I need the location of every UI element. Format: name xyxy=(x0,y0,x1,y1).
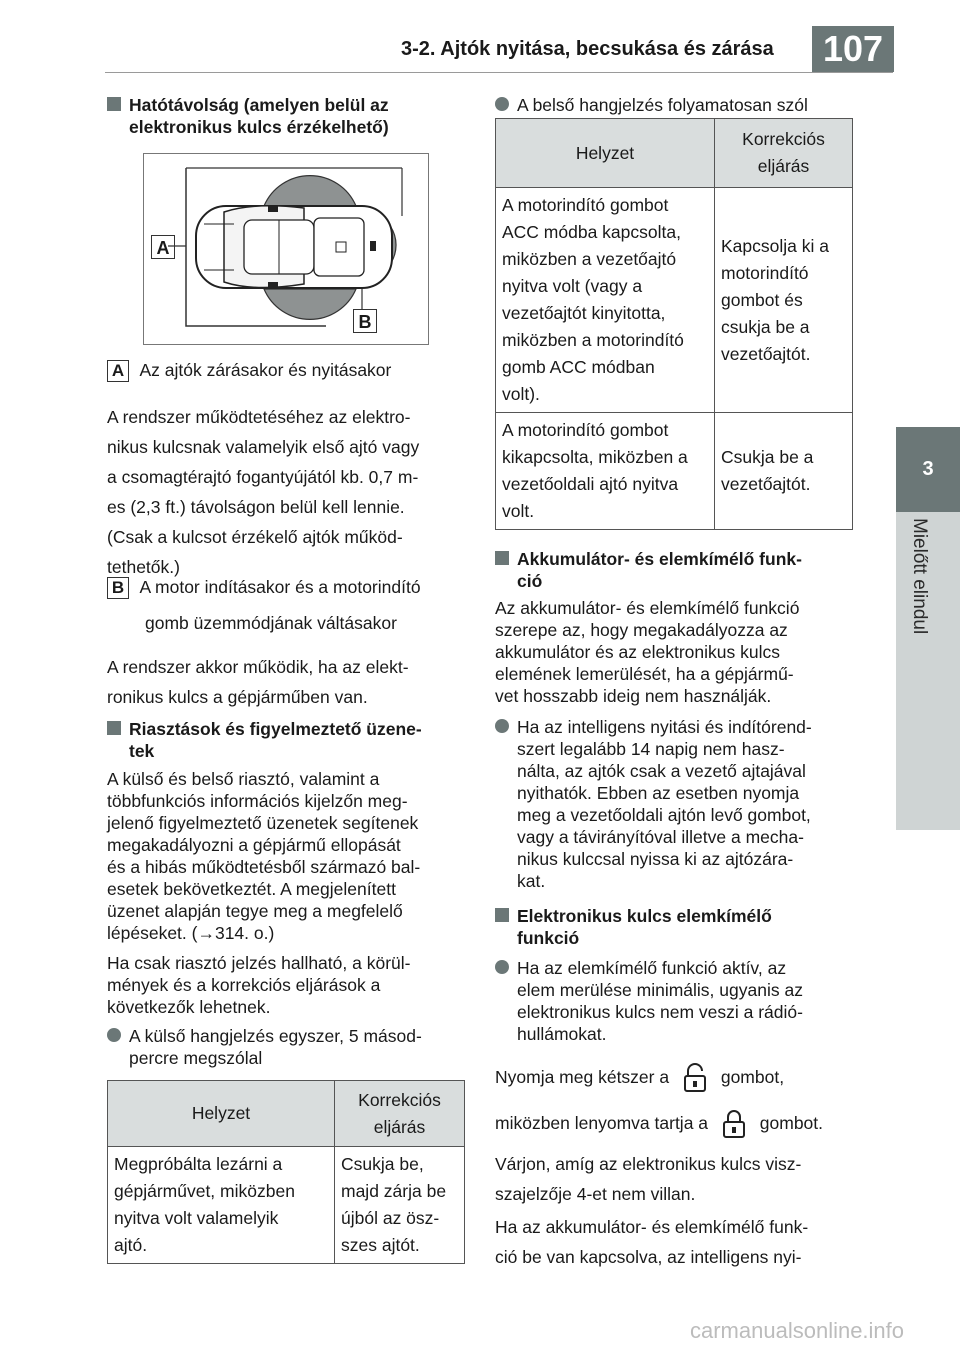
key-range-diagram xyxy=(143,153,429,345)
square-bullet-icon xyxy=(495,551,509,565)
legend-a xyxy=(107,359,467,382)
bullet-key-saver-active: Ha az elemkímélő funkció aktív, az elem merülése minimális, ugyanis az elektronikus kulcs nem veszi a rádió- hullámokat. xyxy=(495,957,877,1045)
table2-row2-procedure: Csukja be a vezetőajtót. xyxy=(715,413,853,530)
table1-cell-procedure: Csukja be, majd zárja be újból az ösz- szes ajtót. xyxy=(335,1147,465,1264)
square-bullet-icon xyxy=(107,97,121,111)
table-interior-buzzer xyxy=(495,118,853,530)
round-bullet-icon xyxy=(495,719,509,733)
heading-alarms: Riasztások és figyelmeztető üzene- tek xyxy=(107,718,489,762)
table1-cell-situation: Megpróbálta lezárni a gépjárművet, miközben nyitva volt valamelyik ajtó. xyxy=(108,1147,335,1264)
unlock-icon xyxy=(682,1063,708,1093)
legend-b-text-1: A motor indításakor és a motorindító xyxy=(139,577,421,597)
square-bullet-icon xyxy=(107,721,121,735)
legend-b-text-2: gomb üzemmódjának váltásakor xyxy=(145,613,397,633)
legend-a-text: Az ajtók zárásakor és nyitásakor xyxy=(139,360,392,380)
bullet-exterior-buzzer: A külső hangjelzés egyszer, 5 másod- percre megszólal xyxy=(107,1025,489,1069)
square-bullet-icon xyxy=(495,908,509,922)
table2-header-procedure: Korrekciós eljárás xyxy=(715,119,853,188)
para-battery-saver: Az akkumulátor- és elemkímélő funkció szerepe az, hogy megakadályozza az akkumulátor és az elektronikus kulcs elemének lemerülését, ha a gépjármű- vet hosszabb ideig nem használják. xyxy=(495,598,800,706)
lock-icon xyxy=(721,1109,747,1139)
legend-a-badge: A xyxy=(107,360,129,382)
round-bullet-icon xyxy=(107,1028,121,1042)
line-hold-lock: miközben lenyomva tartja a gombot. xyxy=(495,1108,855,1139)
para-wait-blink: Várjon, amíg az elektronikus kulcs visz- szajelzője 4-et nem villan. xyxy=(495,1154,802,1204)
table2-row1-situation: A motorindító gombot ACC módba kapcsolta, miközben a vezetőajtó nyitva volt (vagy a vezetőajtót kinyitotta, miközben a motorindító gomb ACC módban volt). xyxy=(496,188,715,413)
para-saver-on: Ha az akkumulátor- és elemkímélő funk- ció be van kapcsolva, az intelligens nyi- xyxy=(495,1217,809,1267)
heading-battery-saver: Akkumulátor- és elemkímélő funk- ció xyxy=(495,548,877,592)
header-divider xyxy=(105,72,893,73)
car-range-svg xyxy=(144,154,428,344)
section-title: 3-2. Ajtók nyitása, becsukása és zárása xyxy=(401,38,774,60)
watermark: carmanualsonline.info xyxy=(690,1318,905,1343)
line-press-unlock: Nyomja meg kétszer a gombot, xyxy=(495,1062,855,1093)
legend-b-badge: B xyxy=(107,577,129,599)
heading-range: Hatótávolság (amelyen belül az elektronikus kulcs érzékelhető) xyxy=(107,94,489,138)
para-range: A rendszer működtetéséhez az elektro- nikus kulcsnak valamelyik első ajtó vagy a csomagtérajtó fogantyújától kb. 0,7 m- es (2,3 ft.) távolságon belül kell lennie. (Csak a kulcsot érzékelő ajtók működ- tethetők.) xyxy=(107,407,420,577)
legend-b xyxy=(107,576,467,599)
diagram-label-a: A xyxy=(151,235,175,259)
table1-header-procedure: Korrekciós eljárás xyxy=(335,1081,465,1147)
table1-header-situation: Helyzet xyxy=(108,1081,335,1147)
table2-header-situation: Helyzet xyxy=(496,119,715,188)
heading-key-battery-saver: Elektronikus kulcs elemkímélő funkció xyxy=(495,905,877,949)
bullet-interior-buzzer: A belső hangjelzés folyamatosan szól xyxy=(495,94,877,116)
round-bullet-icon xyxy=(495,97,509,111)
table2-row2-situation: A motorindító gombot kikapcsolta, miközben a vezetőoldali ajtó nyitva volt. xyxy=(496,413,715,530)
para-alarm-sound: Ha csak riasztó jelzés hallható, a körül- mények és a korrekciós eljárások a következők lehetnek. xyxy=(107,953,411,1017)
chapter-tab: 3 xyxy=(896,427,960,512)
table2-row1-procedure: Kapcsolja ki a motorindító gombot és csukja be a vezetőajtót. xyxy=(715,188,853,413)
table-exterior-buzzer xyxy=(107,1080,465,1264)
page-number: 107 xyxy=(812,26,894,72)
diagram-label-b: B xyxy=(353,309,377,333)
para-alarms: A külső és belső riasztó, valamint a többfunkciós információs kijelzőn meg- jelenő figyelmeztető üzenetek segítenek megakadályozni a gépjármű ellopását és a hibás működtetésből származó bal- esetek bekövetkeztét. A megjelenített üzenet alapján tegye meg a megfelelő lépéseket. (→314. o.) xyxy=(107,769,421,943)
para-operation: A rendszer akkor működik, ha az elekt- ronikus kulcs a gépjárműben van. xyxy=(107,657,409,707)
round-bullet-icon xyxy=(495,960,509,974)
chapter-label: Mielőtt elindul xyxy=(909,518,930,635)
bullet-14-days: Ha az intelligens nyitási és indítórend- szert legalább 14 napig nem hasz- nálta, az ajtók csak a vezető ajtajával nyithatók. Ebben az esetben nyomja meg a vezetőoldali ajtón levő gombot, vagy a távirányítóval illetve a mecha- nikus kulccsal nyissa ki az ajtózára- kat. xyxy=(495,716,877,892)
